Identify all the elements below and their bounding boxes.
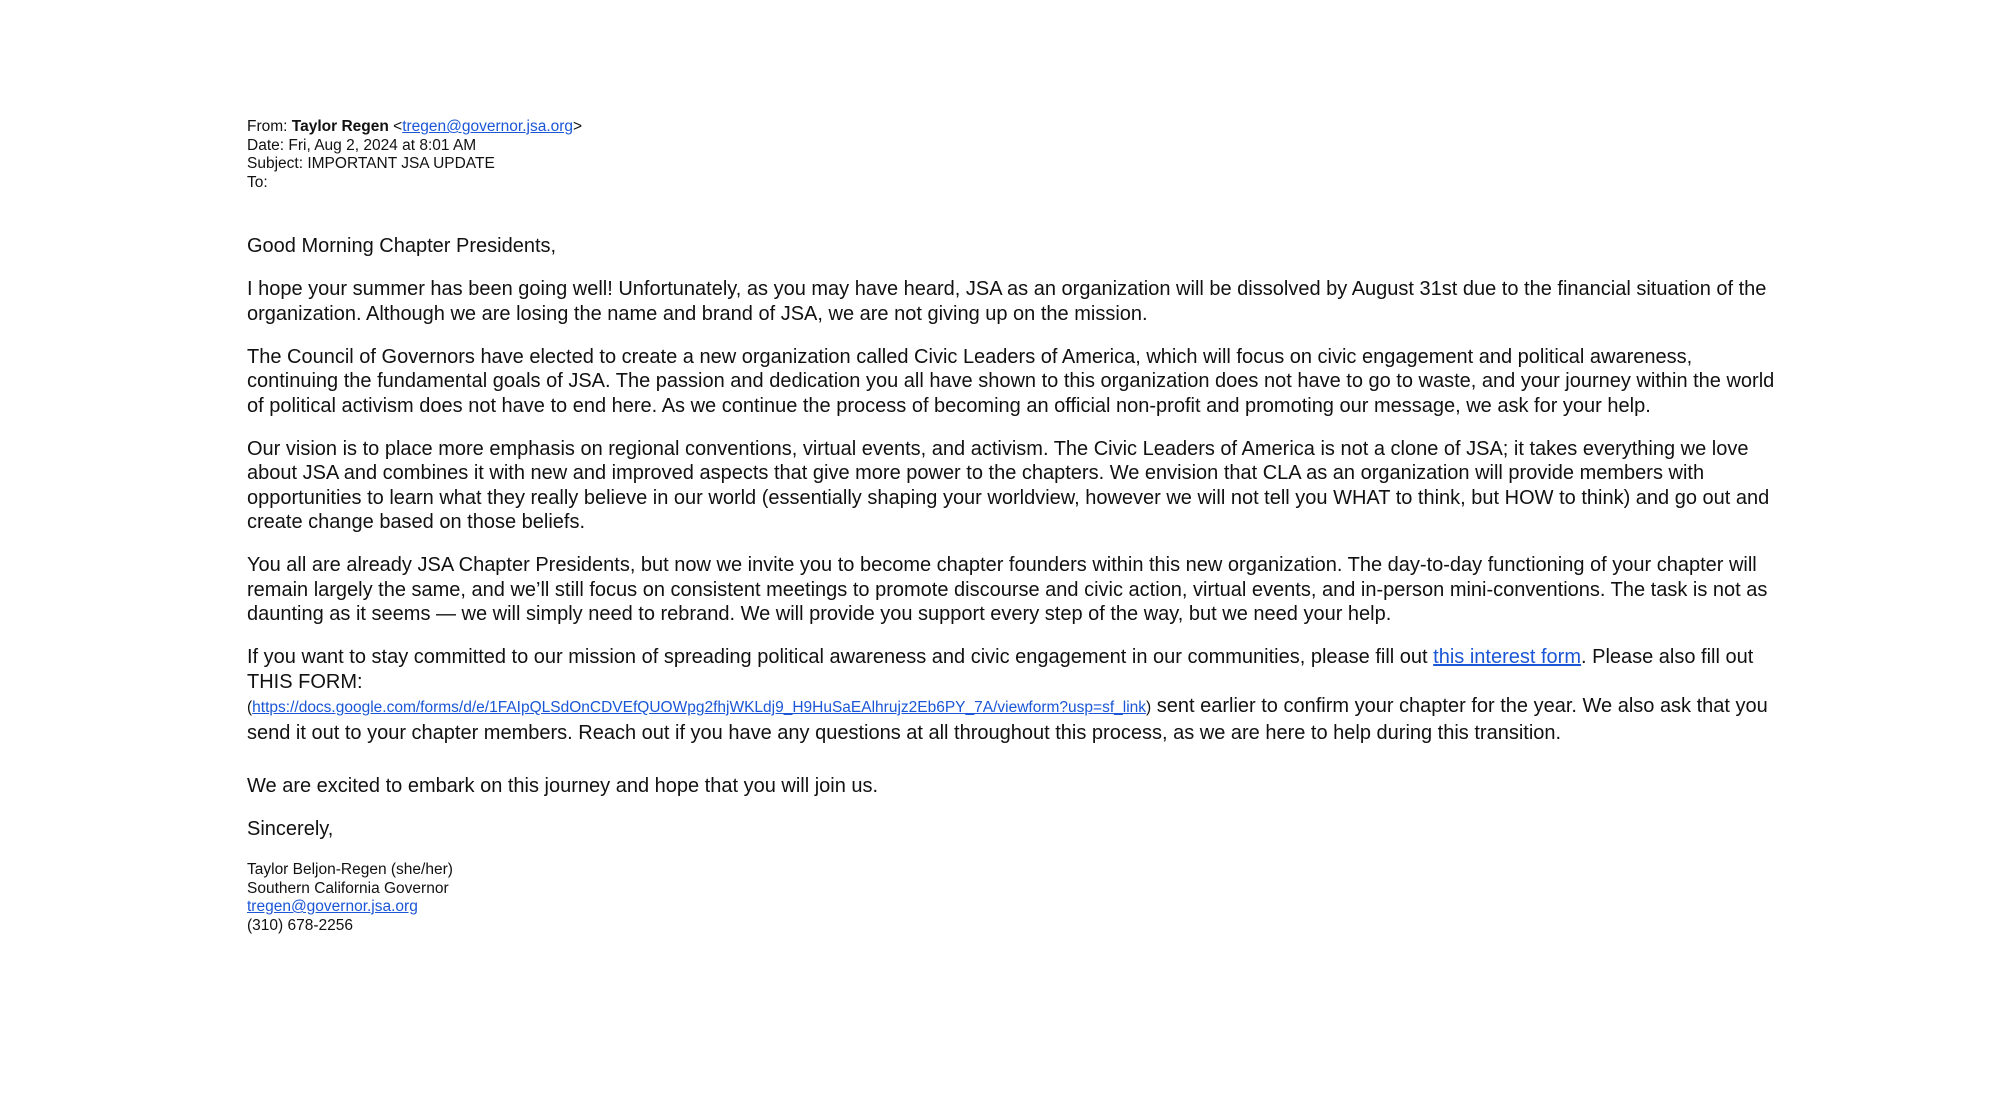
bracket-open: < [393, 118, 403, 135]
subject-label: Subject: [247, 155, 304, 172]
subject-value: IMPORTANT JSA UPDATE [307, 155, 495, 172]
paren-close: ) [1146, 699, 1152, 716]
signature-title: Southern California Governor [247, 879, 449, 897]
spacer [247, 764, 1787, 774]
email-message [247, 118, 1787, 935]
paragraph-1: I hope your summer has been going well! Unfortunately, as you may have heard, JSA as an organization will be dissolved by August 31st due to the financial situation of the organization. Although we are losing the name and brand of JSA, we are not giving up on the mission. [247, 278, 1767, 325]
date-label: Date: [247, 136, 285, 154]
signature-block [247, 861, 1787, 935]
google-form-link[interactable]: https://docs.google.com/forms/d/e/1FAIpQLSdOnCDVEfQUOWpg2fhjWKLdj9_H9HuSaEAlhrujz2Eb6PY_7A/viewform?usp=sf_link [252, 699, 1147, 716]
subject-row [247, 155, 1787, 174]
paragraph-5 [247, 645, 1787, 745]
paragraph-5-text-1: If you want to stay committed to our mission of spreading political awareness and civic engagement in our communities, please fill out [247, 646, 1434, 668]
signature-phone: (310) 678-2256 [247, 916, 353, 934]
closing: Sincerely, [247, 817, 334, 840]
paragraph-5-text-2: . Please also fill out THIS FORM: [247, 646, 1754, 693]
paragraph-4: You all are already JSA Chapter Presidents, but now we invite you to become chapter founders within this new organization. The day-to-day functioning of your chapter will remain largely the same, and we’ll still focus on consistent meetings to promote discourse and civic action, virtual events, and in-person mini-conventions. The task is not as daunting as it seems — we will simply need to rebrand. We will provide you support every step of the way, but we need your help. [247, 554, 1768, 625]
from-label: From: [247, 118, 288, 135]
paragraph-5-text-3: sent earlier to confirm your chapter for the year. We also ask that you send it out to your chapter members. Reach out if you have any questions at all throughout this process, as we are here to help during this transition. [247, 695, 1768, 744]
email-body [247, 234, 1787, 841]
greeting: Good Morning Chapter Presidents, [247, 235, 557, 257]
paragraph-2: The Council of Governors have elected to create a new organization called Civic Leaders of America, which will focus on civic engagement and political awareness, continuing the fundamental goals of JSA. The passion and dedication you all have shown to this organization does not have to go to waste, and your journey within the world of political activism does not have to end here. As we continue the process of becoming an official non-profit and promoting our message, we ask for your help. [247, 345, 1775, 417]
date-value: Fri, Aug 2, 2024 at 8:01 AM [288, 136, 477, 154]
paragraph-6: We are excited to embark on this journey and hope that you will join us. [247, 774, 879, 797]
interest-form-link[interactable]: this interest form [1433, 646, 1581, 668]
sender-email-link[interactable]: tregen@governor.jsa.org [402, 118, 574, 135]
paren-open: ( [247, 699, 253, 716]
email-header [247, 118, 1787, 192]
from-row [247, 118, 1787, 137]
date-row [247, 137, 1787, 156]
signature-email-link[interactable]: tregen@governor.jsa.org [247, 898, 418, 915]
to-row [247, 174, 1787, 193]
signature-name: Taylor Beljon-Regen (she/her) [247, 861, 453, 878]
bracket-close: > [573, 118, 583, 135]
sender-name: Taylor Regen [291, 118, 389, 135]
paragraph-3: Our vision is to place more emphasis on regional conventions, virtual events, and activism. The Civic Leaders of America is not a clone of JSA; it takes everything we love about JSA and combines it with new and improved aspects that give more power to the chapters. We envision that CLA as an organization will provide members with opportunities to learn what they really believe in our world (essentially shaping your worldview, however we will not tell you WHAT to think, but HOW to think) and go out and create change based on those beliefs. [247, 437, 1770, 533]
to-label: To: [247, 173, 268, 191]
